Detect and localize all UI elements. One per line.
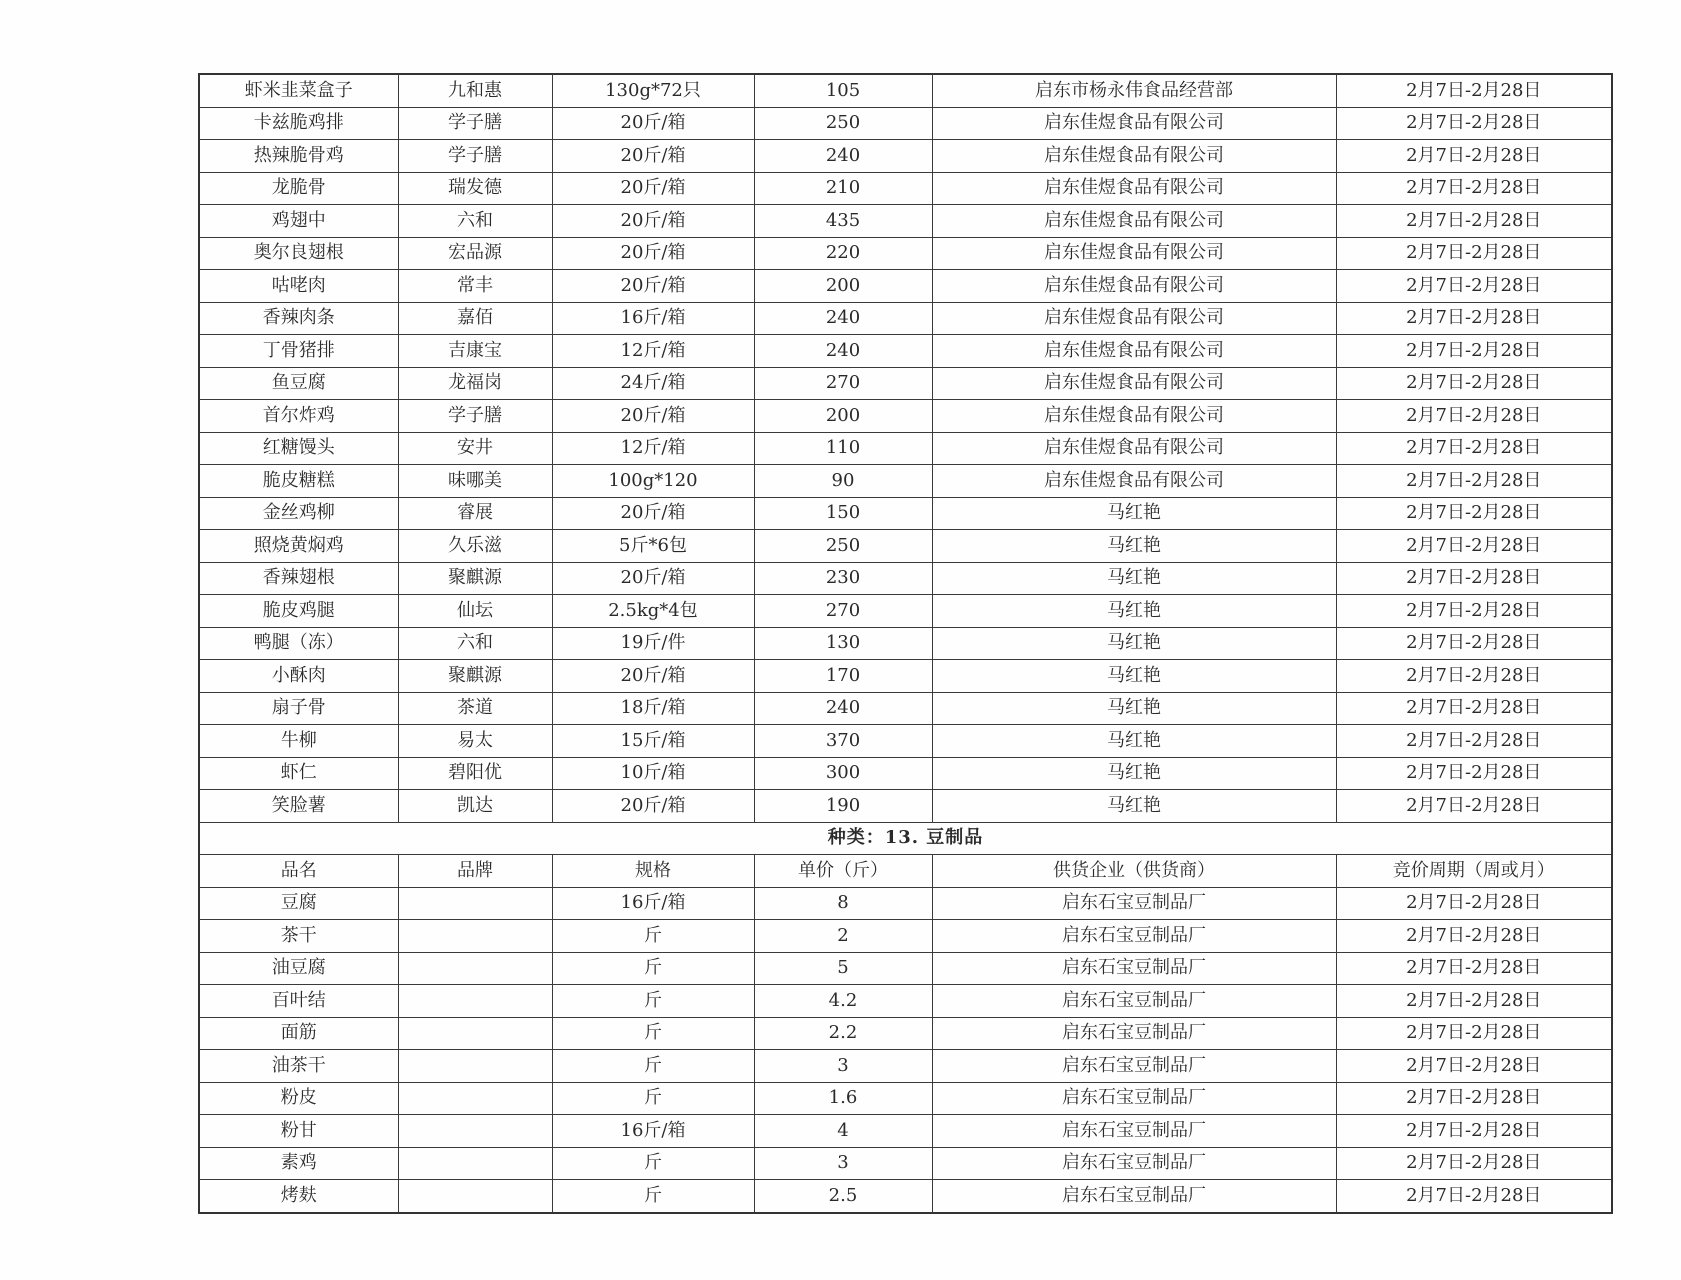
cell-name: 素鸡 xyxy=(199,1147,398,1180)
cell-price: 220 xyxy=(754,237,932,270)
cell-price: 2.2 xyxy=(754,1017,932,1050)
cell-price: 250 xyxy=(754,530,932,563)
cell-price: 130 xyxy=(754,627,932,660)
cell-name: 龙脆骨 xyxy=(199,172,398,205)
cell-period: 2月7日-2月28日 xyxy=(1336,1082,1612,1115)
cell-name: 油茶干 xyxy=(199,1050,398,1083)
cell-spec: 20斤/箱 xyxy=(552,497,754,530)
cell-name: 脆皮鸡腿 xyxy=(199,595,398,628)
section-b-title-body xyxy=(199,822,1612,887)
cell-spec: 斤 xyxy=(552,1180,754,1213)
cell-period: 2月7日-2月28日 xyxy=(1336,400,1612,433)
cell-period: 2月7日-2月28日 xyxy=(1336,205,1612,238)
cell-price: 1.6 xyxy=(754,1082,932,1115)
cell-brand: 宏品源 xyxy=(398,237,552,270)
cell-supplier: 启东佳煜食品有限公司 xyxy=(932,400,1336,433)
cell-period: 2月7日-2月28日 xyxy=(1336,1050,1612,1083)
table-row xyxy=(199,725,1612,758)
cell-spec: 10斤/箱 xyxy=(552,757,754,790)
cell-period: 2月7日-2月28日 xyxy=(1336,1180,1612,1213)
cell-supplier: 启东佳煜食品有限公司 xyxy=(932,172,1336,205)
cell-brand xyxy=(398,920,552,953)
cell-price: 210 xyxy=(754,172,932,205)
cell-period: 2月7日-2月28日 xyxy=(1336,1147,1612,1180)
cell-price: 300 xyxy=(754,757,932,790)
cell-period: 2月7日-2月28日 xyxy=(1336,237,1612,270)
cell-price: 240 xyxy=(754,335,932,368)
cell-supplier: 启东石宝豆制品厂 xyxy=(932,1115,1336,1148)
cell-spec: 20斤/箱 xyxy=(552,205,754,238)
cell-supplier: 马红艳 xyxy=(932,530,1336,563)
cell-name: 百叶结 xyxy=(199,985,398,1018)
cell-supplier: 马红艳 xyxy=(932,692,1336,725)
cell-spec: 20斤/箱 xyxy=(552,107,754,140)
cell-period: 2月7日-2月28日 xyxy=(1336,335,1612,368)
cell-brand: 瑞发德 xyxy=(398,172,552,205)
cell-price: 90 xyxy=(754,465,932,498)
cell-supplier: 启东佳煜食品有限公司 xyxy=(932,367,1336,400)
cell-brand xyxy=(398,1050,552,1083)
cell-name: 牛柳 xyxy=(199,725,398,758)
cell-period: 2月7日-2月28日 xyxy=(1336,465,1612,498)
cell-brand xyxy=(398,985,552,1018)
cell-name: 茶干 xyxy=(199,920,398,953)
cell-supplier: 启东佳煜食品有限公司 xyxy=(932,302,1336,335)
cell-supplier: 启东市杨永伟食品经营部 xyxy=(932,74,1336,107)
cell-period: 2月7日-2月28日 xyxy=(1336,985,1612,1018)
cell-spec: 20斤/箱 xyxy=(552,172,754,205)
cell-price: 4.2 xyxy=(754,985,932,1018)
cell-supplier: 启东佳煜食品有限公司 xyxy=(932,465,1336,498)
cell-brand: 龙福岗 xyxy=(398,367,552,400)
table-row xyxy=(199,140,1612,173)
table-row xyxy=(199,1017,1612,1050)
cell-period: 2月7日-2月28日 xyxy=(1336,530,1612,563)
cell-name: 香辣肉条 xyxy=(199,302,398,335)
cell-spec: 16斤/箱 xyxy=(552,302,754,335)
cell-brand xyxy=(398,1082,552,1115)
cell-spec: 16斤/箱 xyxy=(552,1115,754,1148)
cell-brand: 聚麒源 xyxy=(398,660,552,693)
cell-price: 200 xyxy=(754,400,932,433)
cell-brand: 学子膳 xyxy=(398,140,552,173)
cell-name: 烤麸 xyxy=(199,1180,398,1213)
cell-brand xyxy=(398,1017,552,1050)
cell-period: 2月7日-2月28日 xyxy=(1336,302,1612,335)
cell-spec: 16斤/箱 xyxy=(552,887,754,920)
cell-period: 2月7日-2月28日 xyxy=(1336,757,1612,790)
cell-spec: 20斤/箱 xyxy=(552,400,754,433)
cell-name: 金丝鸡柳 xyxy=(199,497,398,530)
cell-price: 250 xyxy=(754,107,932,140)
cell-spec: 18斤/箱 xyxy=(552,692,754,725)
cell-brand: 碧阳优 xyxy=(398,757,552,790)
cell-name: 脆皮糖糕 xyxy=(199,465,398,498)
cell-name: 鸭腿（冻） xyxy=(199,627,398,660)
cell-name: 扇子骨 xyxy=(199,692,398,725)
cell-brand: 久乐滋 xyxy=(398,530,552,563)
cell-price: 110 xyxy=(754,432,932,465)
cell-spec: 19斤/件 xyxy=(552,627,754,660)
cell-price: 370 xyxy=(754,725,932,758)
cell-brand: 安井 xyxy=(398,432,552,465)
cell-supplier: 启东佳煜食品有限公司 xyxy=(932,270,1336,303)
table-row xyxy=(199,1147,1612,1180)
cell-name: 首尔炸鸡 xyxy=(199,400,398,433)
cell-price: 150 xyxy=(754,497,932,530)
table-row xyxy=(199,1115,1612,1148)
price-table xyxy=(198,73,1613,1214)
cell-period: 2月7日-2月28日 xyxy=(1336,952,1612,985)
cell-spec: 20斤/箱 xyxy=(552,237,754,270)
cell-price: 200 xyxy=(754,270,932,303)
cell-name: 照烧黄焖鸡 xyxy=(199,530,398,563)
cell-spec: 斤 xyxy=(552,1082,754,1115)
cell-name: 丁骨猪排 xyxy=(199,335,398,368)
cell-brand xyxy=(398,887,552,920)
cell-period: 2月7日-2月28日 xyxy=(1336,920,1612,953)
table-row xyxy=(199,172,1612,205)
cell-spec: 20斤/箱 xyxy=(552,660,754,693)
cell-spec: 5斤*6包 xyxy=(552,530,754,563)
table-row xyxy=(199,692,1612,725)
table-row xyxy=(199,465,1612,498)
table-row xyxy=(199,1082,1612,1115)
cell-price: 105 xyxy=(754,74,932,107)
cell-supplier: 启东佳煜食品有限公司 xyxy=(932,335,1336,368)
cell-supplier: 马红艳 xyxy=(932,497,1336,530)
cell-supplier: 启东佳煜食品有限公司 xyxy=(932,237,1336,270)
cell-name: 虾仁 xyxy=(199,757,398,790)
cell-period: 2月7日-2月28日 xyxy=(1336,562,1612,595)
table-row xyxy=(199,237,1612,270)
cell-period: 2月7日-2月28日 xyxy=(1336,725,1612,758)
table-row xyxy=(199,335,1612,368)
cell-period: 2月7日-2月28日 xyxy=(1336,790,1612,823)
cell-price: 240 xyxy=(754,302,932,335)
cell-spec: 20斤/箱 xyxy=(552,790,754,823)
header-row xyxy=(199,855,1612,888)
cell-price: 3 xyxy=(754,1050,932,1083)
table-row xyxy=(199,205,1612,238)
cell-price: 240 xyxy=(754,140,932,173)
cell-spec: 100g*120 xyxy=(552,465,754,498)
cell-name: 热辣脆骨鸡 xyxy=(199,140,398,173)
cell-supplier: 启东佳煜食品有限公司 xyxy=(932,205,1336,238)
cell-supplier: 启东石宝豆制品厂 xyxy=(932,887,1336,920)
cell-supplier: 马红艳 xyxy=(932,757,1336,790)
cell-period: 2月7日-2月28日 xyxy=(1336,660,1612,693)
cell-period: 2月7日-2月28日 xyxy=(1336,172,1612,205)
cell-period: 2月7日-2月28日 xyxy=(1336,140,1612,173)
cell-brand: 吉康宝 xyxy=(398,335,552,368)
cell-supplier: 启东石宝豆制品厂 xyxy=(932,1017,1336,1050)
table-row xyxy=(199,627,1612,660)
section-title-row xyxy=(199,822,1612,855)
table-row xyxy=(199,400,1612,433)
cell-supplier: 启东石宝豆制品厂 xyxy=(932,1050,1336,1083)
cell-supplier: 启东石宝豆制品厂 xyxy=(932,1147,1336,1180)
cell-price: 170 xyxy=(754,660,932,693)
cell-price: 190 xyxy=(754,790,932,823)
cell-spec: 斤 xyxy=(552,1017,754,1050)
cell-supplier: 启东佳煜食品有限公司 xyxy=(932,432,1336,465)
cell-brand xyxy=(398,1147,552,1180)
cell-supplier: 马红艳 xyxy=(932,790,1336,823)
table-row xyxy=(199,660,1612,693)
cell-brand: 常丰 xyxy=(398,270,552,303)
table-row xyxy=(199,302,1612,335)
cell-name: 卡兹脆鸡排 xyxy=(199,107,398,140)
cell-spec: 斤 xyxy=(552,1147,754,1180)
cell-price: 3 xyxy=(754,1147,932,1180)
cell-supplier: 启东石宝豆制品厂 xyxy=(932,920,1336,953)
cell-price: 8 xyxy=(754,887,932,920)
header-brand: 品牌 xyxy=(398,855,552,888)
cell-spec: 24斤/箱 xyxy=(552,367,754,400)
cell-spec: 12斤/箱 xyxy=(552,432,754,465)
cell-name: 粉甘 xyxy=(199,1115,398,1148)
cell-spec: 斤 xyxy=(552,952,754,985)
cell-supplier: 马红艳 xyxy=(932,660,1336,693)
table-row xyxy=(199,530,1612,563)
cell-brand: 凯达 xyxy=(398,790,552,823)
cell-brand xyxy=(398,952,552,985)
table-row xyxy=(199,562,1612,595)
cell-spec: 斤 xyxy=(552,1050,754,1083)
cell-period: 2月7日-2月28日 xyxy=(1336,595,1612,628)
header-period: 竞价周期（周或月） xyxy=(1336,855,1612,888)
cell-name: 鱼豆腐 xyxy=(199,367,398,400)
cell-period: 2月7日-2月28日 xyxy=(1336,497,1612,530)
cell-spec: 130g*72只 xyxy=(552,74,754,107)
cell-brand: 仙坛 xyxy=(398,595,552,628)
cell-supplier: 马红艳 xyxy=(932,627,1336,660)
cell-supplier: 启东石宝豆制品厂 xyxy=(932,985,1336,1018)
cell-spec: 12斤/箱 xyxy=(552,335,754,368)
cell-brand: 六和 xyxy=(398,205,552,238)
cell-period: 2月7日-2月28日 xyxy=(1336,1115,1612,1148)
cell-period: 2月7日-2月28日 xyxy=(1336,627,1612,660)
cell-brand xyxy=(398,1180,552,1213)
cell-supplier: 启东佳煜食品有限公司 xyxy=(932,107,1336,140)
table-row xyxy=(199,985,1612,1018)
cell-price: 270 xyxy=(754,367,932,400)
cell-period: 2月7日-2月28日 xyxy=(1336,432,1612,465)
table-row xyxy=(199,497,1612,530)
header-supplier: 供货企业（供货商） xyxy=(932,855,1336,888)
table-row xyxy=(199,1180,1612,1213)
cell-brand: 茶道 xyxy=(398,692,552,725)
cell-period: 2月7日-2月28日 xyxy=(1336,367,1612,400)
cell-brand: 九和惠 xyxy=(398,74,552,107)
cell-name: 鸡翅中 xyxy=(199,205,398,238)
cell-name: 笑脸薯 xyxy=(199,790,398,823)
section-a-body xyxy=(199,74,1612,822)
table-row xyxy=(199,952,1612,985)
cell-brand: 易太 xyxy=(398,725,552,758)
cell-spec: 20斤/箱 xyxy=(552,270,754,303)
table-row xyxy=(199,920,1612,953)
cell-price: 230 xyxy=(754,562,932,595)
header-spec: 规格 xyxy=(552,855,754,888)
cell-brand: 学子膳 xyxy=(398,107,552,140)
table-row xyxy=(199,367,1612,400)
table-row xyxy=(199,107,1612,140)
cell-name: 豆腐 xyxy=(199,887,398,920)
cell-period: 2月7日-2月28日 xyxy=(1336,74,1612,107)
cell-name: 小酥肉 xyxy=(199,660,398,693)
cell-name: 红糖馒头 xyxy=(199,432,398,465)
table-row xyxy=(199,887,1612,920)
cell-name: 奥尔良翅根 xyxy=(199,237,398,270)
cell-brand xyxy=(398,1115,552,1148)
cell-supplier: 启东石宝豆制品厂 xyxy=(932,1180,1336,1213)
cell-spec: 2.5kg*4包 xyxy=(552,595,754,628)
cell-spec: 20斤/箱 xyxy=(552,140,754,173)
cell-price: 4 xyxy=(754,1115,932,1148)
cell-brand: 六和 xyxy=(398,627,552,660)
cell-price: 270 xyxy=(754,595,932,628)
table-row xyxy=(199,74,1612,107)
header-name: 品名 xyxy=(199,855,398,888)
cell-price: 2.5 xyxy=(754,1180,932,1213)
cell-brand: 聚麒源 xyxy=(398,562,552,595)
header-price: 单价（斤） xyxy=(754,855,932,888)
table-row xyxy=(199,1050,1612,1083)
cell-name: 粉皮 xyxy=(199,1082,398,1115)
cell-supplier: 马红艳 xyxy=(932,595,1336,628)
table-row xyxy=(199,432,1612,465)
cell-period: 2月7日-2月28日 xyxy=(1336,692,1612,725)
table-row xyxy=(199,790,1612,823)
cell-supplier: 启东石宝豆制品厂 xyxy=(932,952,1336,985)
cell-period: 2月7日-2月28日 xyxy=(1336,1017,1612,1050)
cell-price: 240 xyxy=(754,692,932,725)
cell-name: 虾米韭菜盒子 xyxy=(199,74,398,107)
cell-brand: 嘉佰 xyxy=(398,302,552,335)
cell-period: 2月7日-2月28日 xyxy=(1336,107,1612,140)
cell-name: 面筋 xyxy=(199,1017,398,1050)
table-row xyxy=(199,757,1612,790)
cell-price: 435 xyxy=(754,205,932,238)
cell-supplier: 启东佳煜食品有限公司 xyxy=(932,140,1336,173)
cell-spec: 15斤/箱 xyxy=(552,725,754,758)
section-title: 种类：13. 豆制品 xyxy=(199,822,1612,855)
cell-period: 2月7日-2月28日 xyxy=(1336,270,1612,303)
cell-brand: 味哪美 xyxy=(398,465,552,498)
table-row xyxy=(199,595,1612,628)
section-b-body xyxy=(199,887,1612,1213)
table-row xyxy=(199,270,1612,303)
cell-name: 香辣翅根 xyxy=(199,562,398,595)
cell-price: 2 xyxy=(754,920,932,953)
cell-supplier: 启东石宝豆制品厂 xyxy=(932,1082,1336,1115)
cell-spec: 斤 xyxy=(552,920,754,953)
cell-supplier: 马红艳 xyxy=(932,725,1336,758)
cell-name: 咕咾肉 xyxy=(199,270,398,303)
cell-name: 油豆腐 xyxy=(199,952,398,985)
cell-price: 5 xyxy=(754,952,932,985)
cell-supplier: 马红艳 xyxy=(932,562,1336,595)
cell-brand: 睿展 xyxy=(398,497,552,530)
cell-brand: 学子膳 xyxy=(398,400,552,433)
cell-period: 2月7日-2月28日 xyxy=(1336,887,1612,920)
cell-spec: 20斤/箱 xyxy=(552,562,754,595)
cell-spec: 斤 xyxy=(552,985,754,1018)
